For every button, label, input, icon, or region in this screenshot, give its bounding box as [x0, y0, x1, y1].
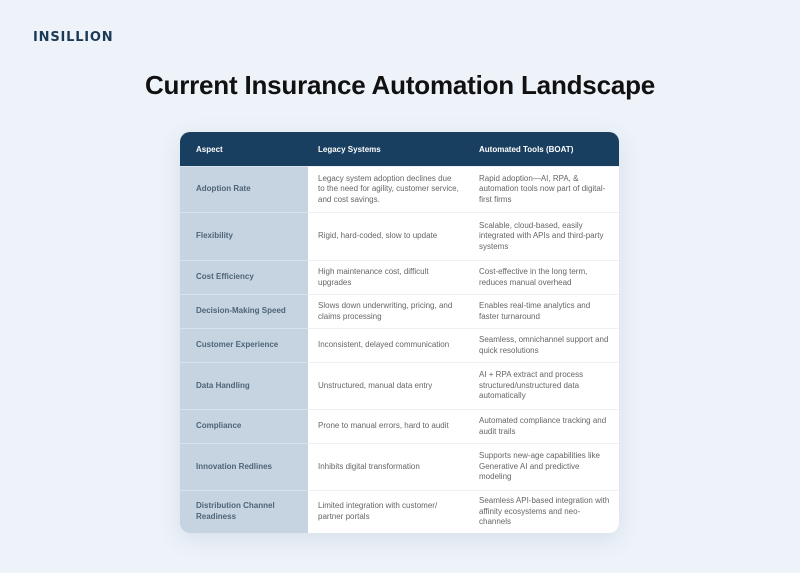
aspect-cell: Adoption Rate: [180, 167, 308, 213]
legacy-cell: Prone to manual errors, hard to audit: [308, 410, 468, 444]
header-automated: Automated Tools (BOAT): [468, 132, 619, 167]
automated-cell: Rapid adoption—AI, RPA, & automation tools now part of digital-first firms: [468, 167, 619, 213]
legacy-cell: Slows down underwriting, pricing, and claims processing: [308, 295, 468, 329]
table-row: [180, 167, 619, 213]
header-aspect: Aspect: [180, 132, 308, 167]
table-row: [180, 410, 619, 444]
aspect-cell: Data Handling: [180, 363, 308, 410]
table-row: [180, 491, 619, 533]
automated-cell: Scalable, cloud-based, easily integrated with APIs and third-party systems: [468, 213, 619, 261]
aspect-cell: Compliance: [180, 410, 308, 444]
automated-cell: Automated compliance tracking and audit trails: [468, 410, 619, 444]
automated-cell: Enables real-time analytics and faster turnaround: [468, 295, 619, 329]
automated-cell: Supports new-age capabilities like Generative AI and predictive modeling: [468, 444, 619, 491]
table-header-row: [180, 132, 619, 167]
table-row: [180, 261, 619, 295]
legacy-cell: High maintenance cost, difficult upgrades: [308, 261, 468, 295]
automated-cell: Cost-effective in the long term, reduces manual overhead: [468, 261, 619, 295]
legacy-cell: Limited integration with customer/ partner portals: [308, 491, 468, 533]
table-row: [180, 213, 619, 261]
automated-cell: Seamless, omnichannel support and quick resolutions: [468, 329, 619, 363]
aspect-cell: Customer Experience: [180, 329, 308, 363]
aspect-cell: Flexibility: [180, 213, 308, 261]
legacy-cell: Inhibits digital transformation: [308, 444, 468, 491]
legacy-cell: Unstructured, manual data entry: [308, 363, 468, 410]
table-row: [180, 295, 619, 329]
comparison-table-card: [180, 132, 619, 533]
page-title: Current Insurance Automation Landscape: [144, 70, 656, 100]
automated-cell: Seamless API-based integration with affinity ecosystems and neo-channels: [468, 491, 619, 533]
aspect-cell: Cost Efficiency: [180, 261, 308, 295]
legacy-cell: Legacy system adoption declines due to the need for agility, customer service, and cost savings.: [308, 167, 468, 213]
brand-logo: INSILLION: [33, 30, 114, 45]
aspect-cell: Decision-Making Speed: [180, 295, 308, 329]
header-legacy: Legacy Systems: [308, 132, 468, 167]
legacy-cell: Rigid, hard-coded, slow to update: [308, 213, 468, 261]
automated-cell: AI + RPA extract and process structured/unstructured data automatically: [468, 363, 619, 410]
table-row: [180, 444, 619, 491]
table-row: [180, 329, 619, 363]
comparison-table: [180, 132, 619, 533]
aspect-cell: Distribution Channel Readiness: [180, 491, 308, 533]
legacy-cell: Inconsistent, delayed communication: [308, 329, 468, 363]
aspect-cell: Innovation Redlines: [180, 444, 308, 491]
table-row: [180, 363, 619, 410]
